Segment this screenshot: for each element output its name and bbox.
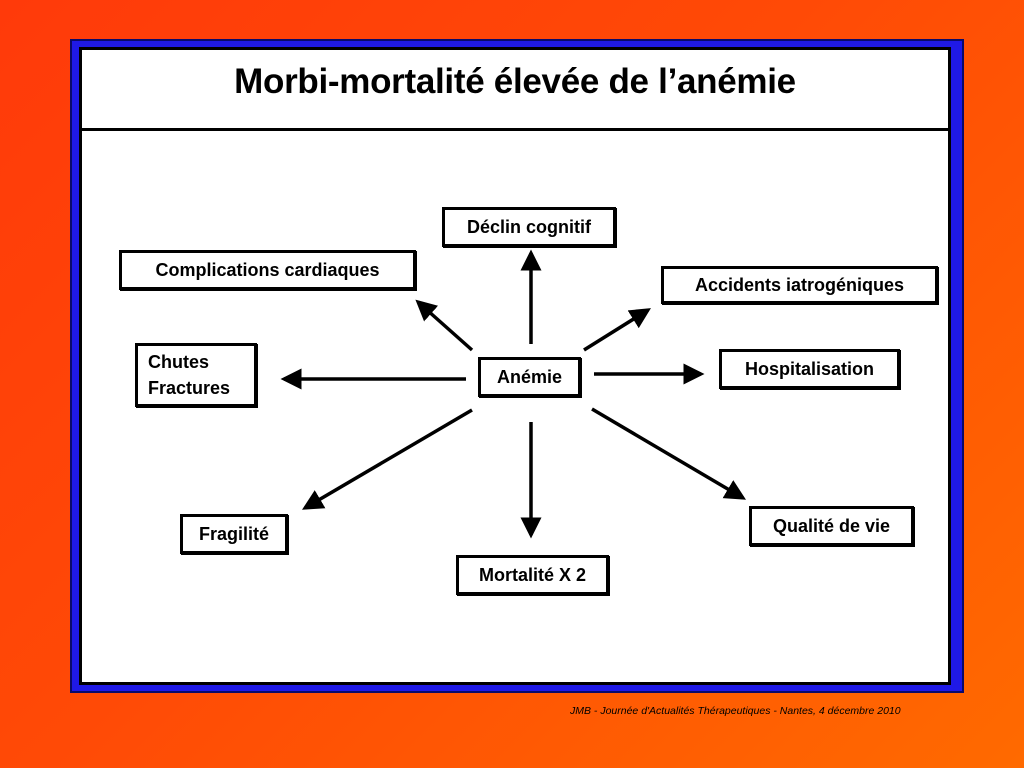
- node-qualite-de-vie: [749, 506, 914, 546]
- node-complications-cardiaques-label: Complications cardiaques: [155, 259, 380, 280]
- node-declin-cognitif-label: Déclin cognitif: [466, 216, 591, 237]
- arrow-to-cardiaques: [418, 302, 472, 350]
- arrow-to-accidents: [584, 310, 648, 350]
- node-anemie: [478, 357, 581, 397]
- node-mortalite-label: Mortalité X 2: [478, 564, 587, 585]
- node-qualite-de-vie-label: Qualité de vie: [772, 515, 891, 536]
- node-declin-cognitif: [442, 207, 616, 247]
- slide-title: Morbi-mortalité élevée de l’anémie: [234, 62, 796, 101]
- node-accidents-iatrogeniques: [661, 266, 938, 304]
- arrow-to-qualite: [592, 409, 743, 498]
- node-fractures-label: Fractures: [148, 378, 231, 398]
- node-chutes-label: Chutes: [148, 352, 210, 372]
- node-anemie-label: Anémie: [496, 366, 563, 387]
- node-accidents-iatrogeniques-label: Accidents iatrogéniques: [694, 274, 905, 295]
- node-hospitalisation: [719, 349, 900, 389]
- node-complications-cardiaques: [119, 250, 416, 290]
- node-fragilite: [180, 514, 288, 554]
- node-mortalite: [456, 555, 609, 595]
- node-chutes-fractures: [135, 343, 257, 407]
- arrow-to-fragilite: [305, 410, 472, 508]
- node-hospitalisation-label: Hospitalisation: [744, 358, 874, 379]
- node-fragilite-label: Fragilité: [198, 523, 269, 544]
- slide-footer: JMB - Journée d'Actualités Thérapeutiques - Nantes, 4 décembre 2010: [570, 705, 901, 717]
